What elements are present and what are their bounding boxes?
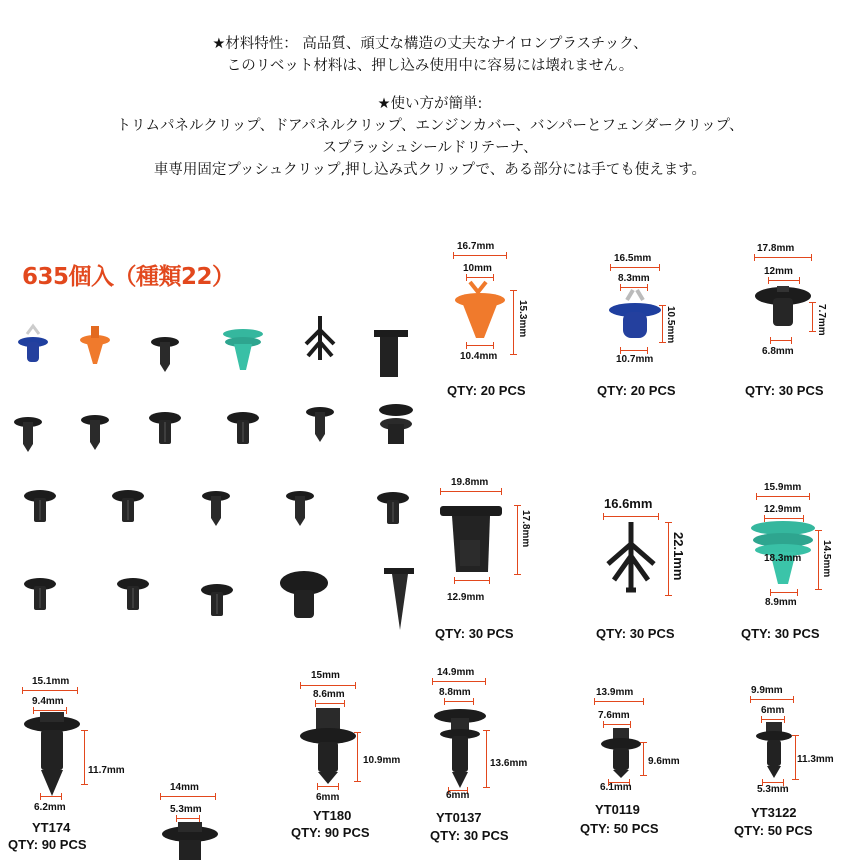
qty-label: QTY: 30 PCS: [745, 383, 824, 398]
qty-label: QTY: 30 PCS: [435, 626, 514, 641]
dim-label: 19.8mm: [451, 477, 489, 488]
intro-line: ★材料特性： 高品質、頑丈な構造の丈夫なナイロンプラスチック、: [212, 36, 648, 52]
dim-label: 14.5mm: [821, 540, 832, 578]
dim-label: 13.6mm: [490, 758, 528, 769]
intro-text: [0, 33, 860, 77]
dim-label: 22.1mm: [671, 532, 686, 581]
dim-label: 14.9mm: [437, 667, 475, 678]
dim-label: 12mm: [764, 266, 793, 277]
teal-clip-icon: [223, 329, 263, 370]
dim-label: 7.7mm: [816, 304, 827, 336]
intro-line: ★使い方が簡単:: [377, 96, 483, 112]
dim-label: 13.9mm: [596, 687, 634, 698]
qty-label: QTY: 90 PCS: [291, 825, 370, 840]
clip-assortment-grid: [0, 300, 430, 650]
dim-label: 8.9mm: [765, 597, 797, 608]
dim-label: 9.6mm: [648, 756, 680, 767]
dim-label: 6mm: [446, 790, 470, 801]
intro-line: トリムパネルクリップ、ドアパネルクリップ、エンジンカバー、バンパーとフェンダークリップ、: [116, 118, 744, 134]
dim-label: 11.7mm: [88, 765, 125, 776]
dim-label: 16.7mm: [457, 241, 495, 252]
dim-label: 5.3mm: [170, 804, 202, 815]
part-code: YT174: [32, 820, 71, 835]
dim-label: 18.3mm: [764, 553, 802, 564]
dim-label: 6.1mm: [600, 782, 632, 793]
partial-clip-photo: [160, 820, 220, 860]
yt180-clip-photo: [298, 706, 358, 786]
part-code: YT0119: [595, 802, 640, 817]
blue-clip-icon: [18, 326, 48, 362]
dim-label: 10.7mm: [616, 354, 654, 365]
blue-clip-photo: [605, 288, 665, 348]
qty-label: QTY: 50 PCS: [734, 823, 813, 838]
qty-label: QTY: 20 PCS: [597, 383, 676, 398]
dim-label: 15.3mm: [517, 300, 528, 338]
dim-label: 8.6mm: [313, 689, 345, 700]
qty-label: QTY: 30 PCS: [741, 626, 820, 641]
dim-label: 15mm: [311, 670, 340, 681]
dim-label: 14mm: [170, 782, 199, 793]
dim-label: 6.8mm: [762, 346, 794, 357]
dim-label: 17.8mm: [520, 510, 531, 548]
part-code: YT0137: [436, 810, 482, 825]
qty-label: QTY: 30 PCS: [430, 828, 509, 843]
dim-label: 16.5mm: [614, 253, 652, 264]
dim-label: 8.8mm: [439, 687, 471, 698]
dim-label: 7.6mm: [598, 710, 630, 721]
set-title: 635個入（種類22）: [22, 264, 235, 290]
orange-clip-photo: [450, 280, 510, 340]
dim-label: 6mm: [761, 705, 785, 716]
dim-label: 12.9mm: [764, 504, 802, 515]
dim-label: 9.4mm: [32, 696, 64, 707]
yt174-clip-photo: [22, 710, 82, 800]
qty-label: QTY: 50 PCS: [580, 821, 659, 836]
dim-label: 6mm: [316, 792, 340, 803]
dim-label: 10.4mm: [460, 351, 498, 362]
dim-label: 10mm: [463, 263, 492, 274]
yt3122-clip-photo: [754, 720, 794, 780]
dim-label: 15.9mm: [764, 482, 802, 493]
yt0137-clip-photo: [432, 704, 488, 790]
fir-tree-clip-photo: [598, 520, 664, 600]
qty-label: QTY: 30 PCS: [596, 626, 675, 641]
part-code: YT180: [313, 808, 352, 823]
part-code: YT3122: [751, 805, 797, 820]
black-clip-photo: [752, 284, 814, 334]
usage-text: [0, 93, 860, 181]
intro-line: 車専用固定プッシュクリップ,押し込み式クリップで、ある部分には手ても使えます。: [153, 162, 707, 178]
dim-label: 16.6mm: [604, 496, 653, 511]
dim-label: 17.8mm: [757, 243, 795, 254]
intro-line: スプラッシュシールドリテーナ、: [322, 140, 538, 156]
orange-clip-icon: [80, 326, 110, 364]
dim-label: 10.9mm: [363, 755, 401, 766]
dim-label: 6.2mm: [34, 802, 66, 813]
dim-label: 5.3mm: [757, 784, 789, 795]
dim-label: 11.3mm: [797, 754, 834, 765]
dim-label: 12.9mm: [447, 592, 485, 603]
intro-line: このリベット材料は、押し込み使用中に容易には壊れません。: [226, 58, 634, 74]
dim-label: 9.9mm: [751, 685, 783, 696]
qty-label: QTY: 90 PCS: [8, 837, 87, 852]
bracket-clip-photo: [438, 500, 504, 582]
fir-tree-clip-icon: [306, 316, 334, 360]
dim-label: 10.5mm: [665, 306, 676, 344]
yt0119-clip-photo: [598, 726, 644, 780]
dim-label: 15.1mm: [32, 676, 70, 687]
qty-label: QTY: 20 PCS: [447, 383, 526, 398]
dim-label: 8.3mm: [618, 273, 650, 284]
